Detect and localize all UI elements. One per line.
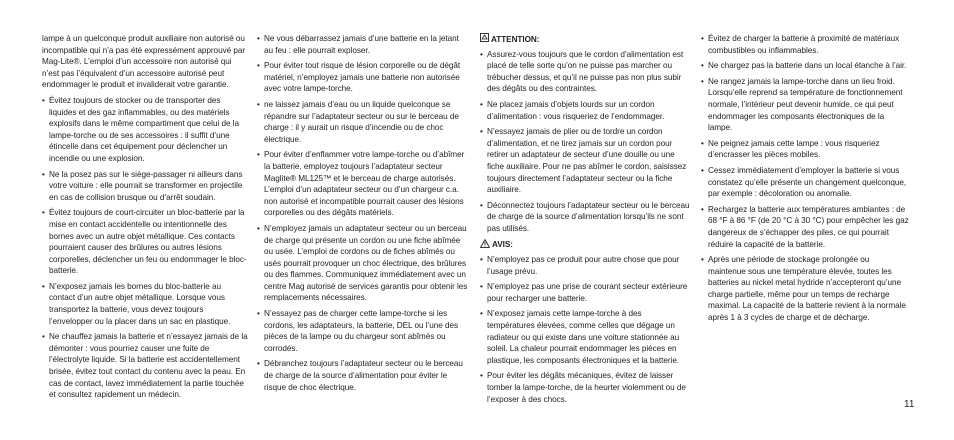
list-item: • Rechargez la batterie aux températures ambiantes : de 68 °F à 86 °F (de 20 °C à 30 °C) pour empêcher les gaz dangereux de s’échapper des piles, ce qui pourrait réduire la capacité de la batterie. <box>701 204 909 250</box>
list-item: • Cessez immédiatement d’employer la batterie si vous constatez qu’elle présente un changement quelconque, par exemple : décoloration ou anomalie. <box>701 165 909 200</box>
paragraph-intro: lampe à un quelconque produit auxiliaire non autorisé ou incompatible qui n’a pas été expressément approuvé par Mag-Lite®. L’emploi d’un accessoire non autorisé qui n’est pas l’équivalent d’un accessoire autorisé peut endommager le produit et invaliderait votre garantie. <box>42 34 246 90</box>
list-item: • Pour éviter les dégâts mécaniques, évitez de laisser tomber la lampe-torche, de la heurter violemment ou de l’exposer à des chocs. <box>480 370 691 405</box>
list-item: • Assurez-vous toujours que le cordon d’alimentation est placé de telle sorte qu’on ne puisse pas marcher ou trébucher dessus, et qu’il ne puisse pas non plus subir des dégâts ou des contraintes. <box>480 49 691 95</box>
list-item: • Ne la posez pas sur le siège-passager ni ailleurs dans votre voiture : elle pourrait se transformer en projectile en cas de collision brusque ou d’arrêt soudain. <box>42 169 248 204</box>
list-item: • Ne placez jamais d’objets lourds sur un cordon d’alimentation : vous risqueriez de l’endommager. <box>480 99 691 122</box>
list-item: • ne laissez jamais d’eau ou un liquide quelconque se répandre sur l’adaptateur secteur ou sur le berceau de charge : il y aurait un risque d’incendie ou de choc électrique. <box>257 99 468 145</box>
column-4 <box>701 33 909 328</box>
list-item: • Ne chauffez jamais la batterie et n’essayez jamais de la démonter : vous pourriez causer une fuite de l’électrolyte liquide. Si la batterie est accidentellement brisée, évitez tout contact du contenu avec la peau. En cas de contact, lavez immédiatement la partie touchée et consultez rapidement un médecin. <box>42 331 248 401</box>
list-item: • N’employez pas une prise de courant secteur extérieure pour recharger une batterie. <box>480 281 691 304</box>
list-item: • Ne chargez pas la batterie dans un local étanche à l’air. <box>701 60 909 72</box>
list-item: • N’employez jamais un adaptateur secteur ou un berceau de charge qui présente un cordon ou une fiche abîmée ou usée. L’emploi de cordons ou de fiches abîmés ou usés pourrait provoquer un choc électrique, des brûlures ou des flammes. Communiquez immédiatement avec un centre Mag autorisé de services garantis pour obtenir les remplacements nécessaires. <box>257 223 468 304</box>
column-3 <box>480 33 691 409</box>
list-item: • Évitez de charger la batterie à proximité de matériaux combustibles ou inflammables. <box>701 33 909 56</box>
list-item: • Pour éviter d’enflammer votre lampe-torche ou d’abîmer la batterie, employez toujours l’adaptateur secteur Maglite® ML125™ et le berceau de charge autorisés. L’emploi d’un adaptateur secteur ou d’un chargeur c.a. non autorisé et incompatible pourrait causer des lésions corporelles ou des dégâts matériels. <box>257 149 468 219</box>
list-item: • N’essayez pas de charger cette lampe-torche si les cordons, les adaptateurs, la batterie, DEL ou l’une des pièces de la lampe ou du chargeur sont abîmés ou corrodés. <box>257 308 468 354</box>
list-item: • Ne vous débarrassez jamais d’une batterie en la jetant au feu : elle pourrait exploser. <box>257 33 468 56</box>
column-1 <box>42 33 248 405</box>
attention-heading-label: ATTENTION: <box>491 34 540 44</box>
list-item: • N’employez pas ce produit pour autre chose que pour l’usage prévu. <box>480 254 691 277</box>
list-item: • Déconnectez toujours l’adaptateur secteur ou le berceau de charge de la source d’alimentation lorsqu’ils ne sont pas utilisés. <box>480 200 691 235</box>
attention-icon <box>480 33 489 46</box>
list-item: • N’essayez jamais de plier ou de tordre un cordon d’alimentation, et ne tirez jamais sur un cordon pour retirer un adaptateur de secteur d’une douille ou une fiche auxiliaire. Pour ne pas abîmer le cordon, saisissez toujours directement l’adaptateur secteur ou la fiche auxiliaire. <box>480 126 691 196</box>
list-item: • N’exposez jamais les bornes du bloc-batterie au contact d’un autre objet métallique. Lorsque vous transportez la batterie, vous devez toujours l’envelopper ou la placer dans un sac en plastique. <box>42 281 248 327</box>
page-number: 11 <box>904 399 915 410</box>
column-2 <box>257 33 468 397</box>
list-item: • Pour éviter tout risque de lésion corporelle ou de dégât matériel, n’employez jamais une batterie non autorisée avec votre lampe-torche. <box>257 60 468 95</box>
list-item: • N’exposez jamais cette lampe-torche à des températures élevées, comme celles que dégage un radiateur ou qui existe dans une voiture stationnée au soleil. La chaleur pourrait endommager les pièces en plastique, les composants électroniques et la batterie. <box>480 308 691 366</box>
list-item: • Après une période de stockage prolongée ou maintenue sous une température élevée, toutes les batteries au nickel metal hydride n’accepteront qu’une charge partielle, même pour un temps de recharge maximal. La capacité de la batterie revient à la normale après 1 à 3 cycles de charge et de décharge. <box>701 254 909 324</box>
list-item: • Ne peignez jamais cette lampe : vous risqueriez d’encrasser les pièces mobiles. <box>701 138 909 161</box>
attention-heading <box>480 33 691 46</box>
list-item: • Évitez toujours de court-circuiter un bloc-batterie par la mise en contact accidentelle ou intentionnelle des bornes avec un autre objet métallique. Ces contacts pourraient causer des brûlures ou autres lésions corporelles, déclencher un feu ou endommager le bloc-batterie. <box>42 207 248 277</box>
list-item: • Évitez toujours de stocker ou de transporter des liquides et des gaz inflammables, ou des matériels explosifs dans le même compartiment que celui de la lampe-torche ou de ses accessoires : il suffit d’une étincelle dans cet équipement pour déclencher un incendie ou une explosion. <box>42 95 248 165</box>
warning-triangle-icon <box>480 239 490 252</box>
avis-heading-label: AVIS: <box>492 240 513 249</box>
list-item: • Ne rangez jamais la lampe-torche dans un lieu froid. Lorsqu’elle reprend sa température de fonctionnement normale, l’intérieur peut devenir humide, ce qui peut endommager les composants électroniques de la lampe. <box>701 76 909 134</box>
avis-heading <box>480 239 691 252</box>
list-item: • Débranchez toujours l’adaptateur secteur ou le berceau de charge de la source d’alimentation pour éviter le risque de choc électrique. <box>257 358 468 393</box>
